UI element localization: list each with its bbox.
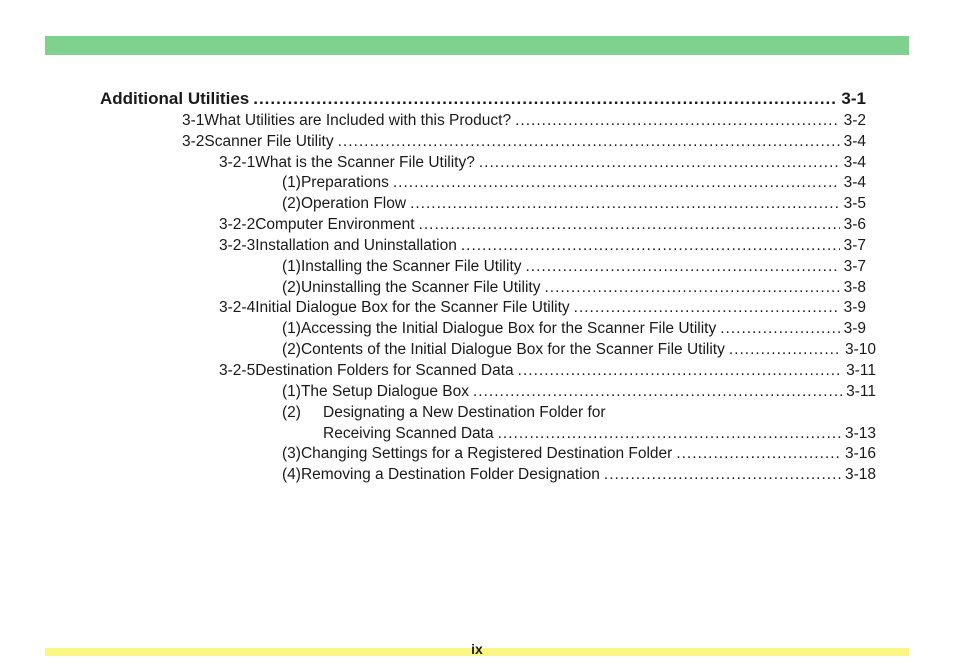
toc-entry-page: 3-6 [843, 216, 866, 233]
toc-entry-title: What Utilities are Included with this Product? [204, 112, 512, 129]
toc-entry-row[interactable] [182, 132, 866, 152]
toc-entry-row[interactable] [282, 278, 866, 298]
toc-entry-number: (4) [282, 466, 301, 483]
toc-entry-row[interactable] [282, 465, 876, 485]
toc-entry-page: 3-16 [844, 445, 876, 462]
toc-leader-dots [338, 132, 840, 152]
toc-entry-number: (3) [282, 445, 301, 462]
toc-chapter-page: 3-1 [841, 89, 866, 108]
toc-entry-row[interactable] [282, 319, 866, 339]
toc-entry-title: Initial Dialogue Box for the Scanner File Utility [255, 299, 570, 316]
toc-entry-page: 3-4 [843, 133, 866, 150]
toc-entry-number: 3-2-1 [219, 154, 256, 171]
toc-entry-page: 3-9 [843, 320, 866, 337]
toc-entry-page: 3-2 [843, 112, 866, 129]
toc-leader-dots [253, 88, 837, 110]
toc-entry-title: The Setup Dialogue Box [300, 383, 469, 400]
toc-entry-row[interactable] [219, 298, 866, 318]
toc-entry-number: (2) [282, 195, 301, 212]
toc-leader-dots [498, 424, 841, 444]
toc-entry-title: Installing the Scanner File Utility [300, 258, 522, 275]
toc-entry-title: Contents of the Initial Dialogue Box for the Scanner File Utility [300, 341, 725, 358]
toc-entry-number: 3-1 [182, 112, 205, 129]
toc-entry-page: 3-4 [843, 174, 866, 191]
toc-entry-page: 3-4 [843, 154, 866, 171]
toc-entry-title: Uninstalling the Scanner File Utility [300, 279, 541, 296]
toc-leader-dots [526, 257, 840, 277]
toc-entry-number: (2) [282, 279, 301, 296]
toc-entry-number: (2) [282, 404, 301, 421]
toc-leader-dots [720, 319, 839, 339]
toc-leader-dots [461, 236, 840, 256]
toc-entry-title: Operation Flow [300, 195, 407, 212]
toc-leader-dots [393, 173, 840, 193]
toc-entry-number: 3-2-4 [219, 299, 256, 316]
toc-entry-title: Scanner File Utility [204, 133, 334, 150]
toc-leader-dots [518, 361, 842, 381]
toc-entry-row[interactable] [282, 194, 866, 214]
toc-entry-row[interactable] [282, 444, 876, 464]
toc-entry-page: 3-11 [846, 383, 876, 400]
toc-entry-row[interactable] [219, 361, 876, 381]
toc-leader-dots [604, 465, 841, 485]
toc-entry-row[interactable] [219, 215, 866, 235]
toc-entry-title: Designating a New Destination Folder for [323, 404, 606, 421]
toc-entry-row[interactable] [282, 173, 866, 193]
toc-entry-page: 3-9 [843, 299, 866, 316]
toc-chapter-row[interactable] [100, 88, 866, 110]
top-accent-bar [45, 36, 909, 55]
toc-entry-number: (1) [282, 383, 301, 400]
toc-entry-title: Installation and Uninstallation [255, 237, 457, 254]
toc-entry-page: 3-10 [844, 341, 876, 358]
toc-leader-dots [574, 298, 840, 318]
toc-entry-number: (1) [282, 174, 301, 191]
toc-entry-number: 3-2-3 [219, 237, 256, 254]
toc-entry-row[interactable] [282, 257, 866, 277]
toc-entry-row[interactable] [282, 340, 876, 360]
toc-entry-title: Destination Folders for Scanned Data [255, 362, 514, 379]
toc-entry-title: Changing Settings for a Registered Destination Folder [300, 445, 673, 462]
toc-entry-page: 3-5 [843, 195, 866, 212]
toc-leader-dots [729, 340, 841, 360]
toc-entry-row[interactable] [282, 382, 876, 402]
toc-entry-number: (1) [282, 258, 301, 275]
toc-entry-number: 3-2-2 [219, 216, 256, 233]
toc-entry-number: (2) [282, 341, 301, 358]
toc-entry-title: What is the Scanner File Utility? [255, 154, 475, 171]
toc-leader-dots [410, 194, 840, 214]
toc-entry-title-continuation: Receiving Scanned Data [323, 425, 494, 442]
toc-entry-title: Preparations [300, 174, 389, 191]
toc-leader-dots [473, 382, 842, 402]
toc-leader-dots [419, 215, 840, 235]
toc-entry-title: Removing a Destination Folder Designation [300, 466, 600, 483]
toc-entry-page: 3-7 [843, 258, 866, 275]
toc-entry-number: 3-2 [182, 133, 205, 150]
toc-leader-dots [479, 153, 840, 173]
toc-entry-row[interactable] [182, 111, 866, 131]
toc-entry-title: Accessing the Initial Dialogue Box for the Scanner File Utility [300, 320, 717, 337]
toc-leader-dots [544, 278, 839, 298]
toc-leader-dots [515, 111, 839, 131]
toc-entry-page: 3-8 [843, 279, 866, 296]
toc-entry-page: 3-7 [843, 237, 866, 254]
toc-entry-row-continuation[interactable] [323, 424, 876, 444]
page-number: ix [471, 641, 483, 657]
toc-leader-dots [676, 444, 841, 464]
toc-entry-page: 3-18 [844, 466, 876, 483]
toc-entry-title: Computer Environment [255, 216, 415, 233]
toc-entry-row[interactable] [282, 403, 606, 423]
toc-entry-page: 3-13 [844, 425, 876, 442]
toc-entry-number: (1) [282, 320, 301, 337]
toc-entry-row[interactable] [219, 153, 866, 173]
toc-entry-number: 3-2-5 [219, 362, 256, 379]
toc-chapter-title: Additional Utilities [100, 89, 250, 108]
toc-entry-page: 3-11 [846, 362, 876, 379]
toc-entry-row[interactable] [219, 236, 866, 256]
